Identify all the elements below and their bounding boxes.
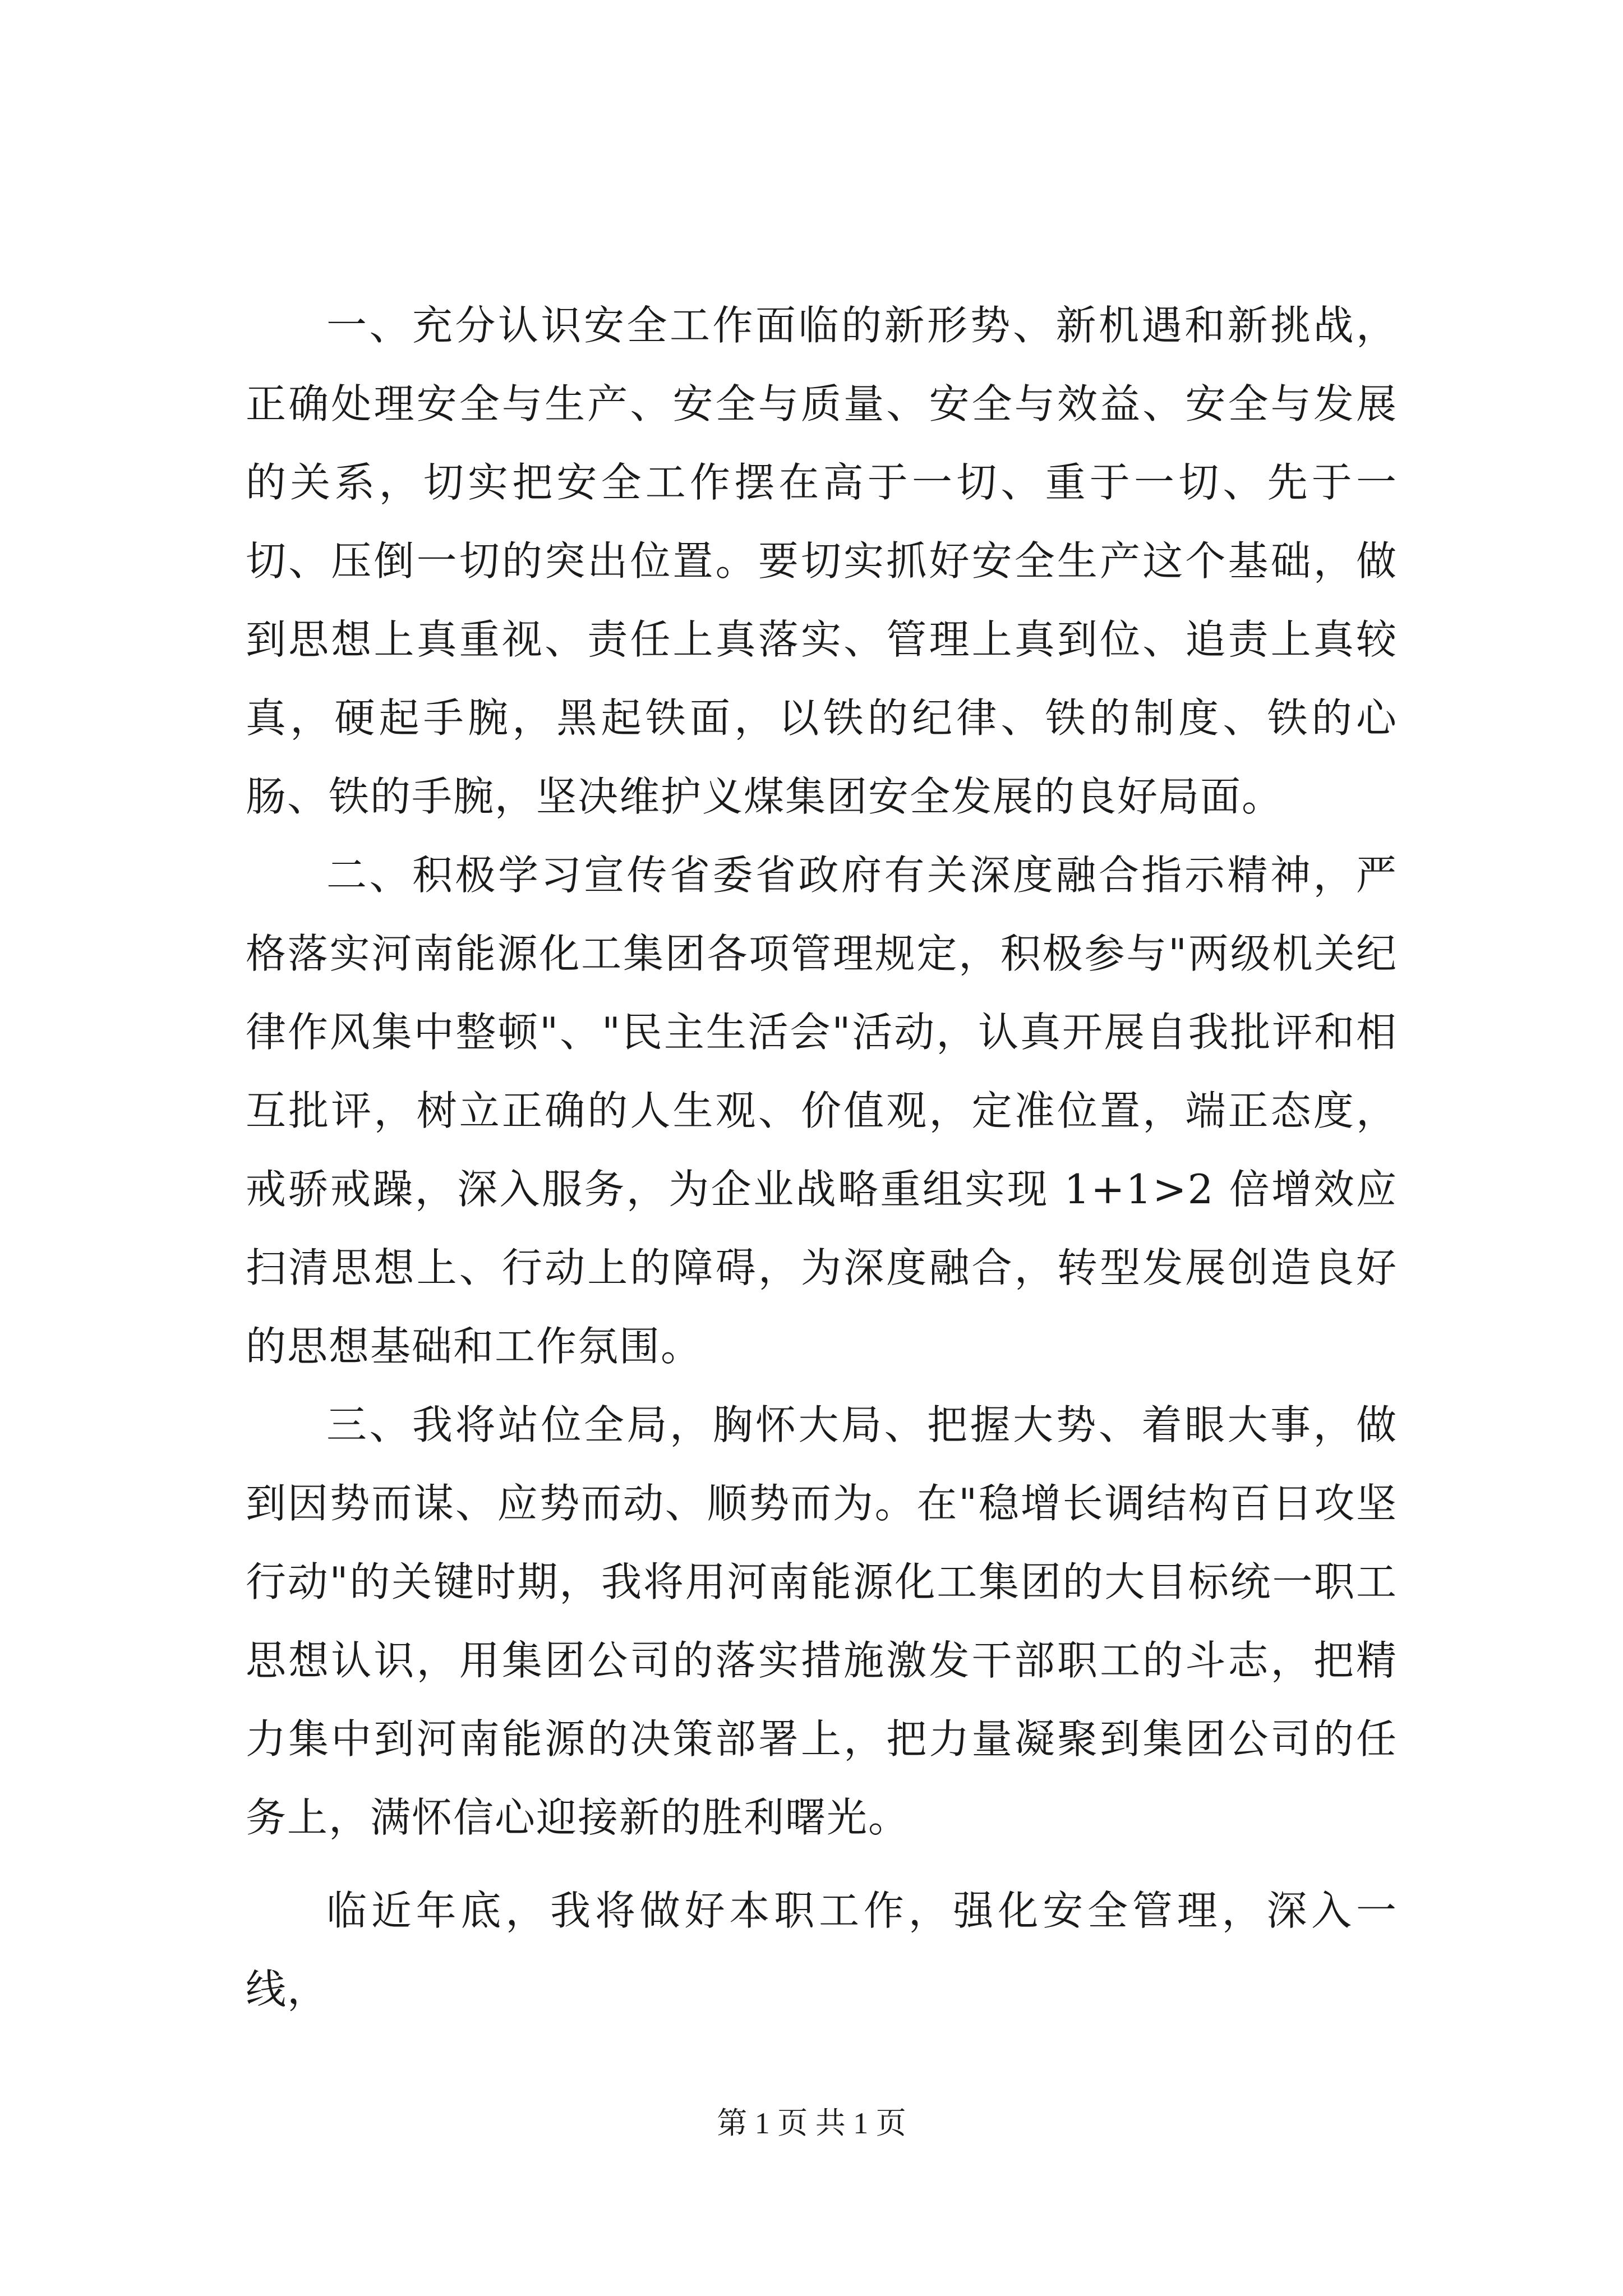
paragraph-2: 二、积极学习宣传省委省政府有关深度融合指示精神，严格落实河南能源化工集团各项管理规定，积极参与"两级机关纪律作风集中整顿"、"民主生活会"活动，认真开展自我批评和相互批评，树立正确的人生观、价值观，定准位置，端正态度，戒骄戒躁，深入服务，为企业战略重组实现 1+1>2 倍增效应扫清思想上、行动上的障碍，为深度融合，转型发展创造良好的思想基础和工作氛围。 [246,852,1398,1370]
paragraph-4: 临近年底，我将做好本职工作，强化安全管理，深入一线， [246,1887,1398,2013]
document-body [246,286,1398,2028]
paragraph-1: 一、充分认识安全工作面临的新形势、新机遇和新挑战，正确处理安全与生产、安全与质量、安全与效益、安全与发展的关系，切实把安全工作摆在高于一切、重于一切、先于一切、压倒一切的突出位置。要切实抓好安全生产这个基础，做到思想上真重视、责任上真落实、管理上真到位、追责上真较真，硬起手腕，黑起铁面，以铁的纪律、铁的制度、铁的心肠、铁的手腕，坚决维护义煤集团安全发展的良好局面。 [246,302,1398,820]
page-footer: 第 1 页 共 1 页 [717,2106,906,2140]
paragraph-3: 三、我将站位全局，胸怀大局、把握大势、着眼大事，做到因势而谋、应势而动、顺势而为。在"稳增长调结构百日攻坚行动"的关键时期，我将用河南能源化工集团的大目标统一职工思想认识，用集团公司的落实措施激发干部职工的斗志，把精力集中到河南能源的决策部署上，把力量凝聚到集团公司的任务上，满怀信心迎接新的胜利曙光。 [246,1401,1398,1841]
